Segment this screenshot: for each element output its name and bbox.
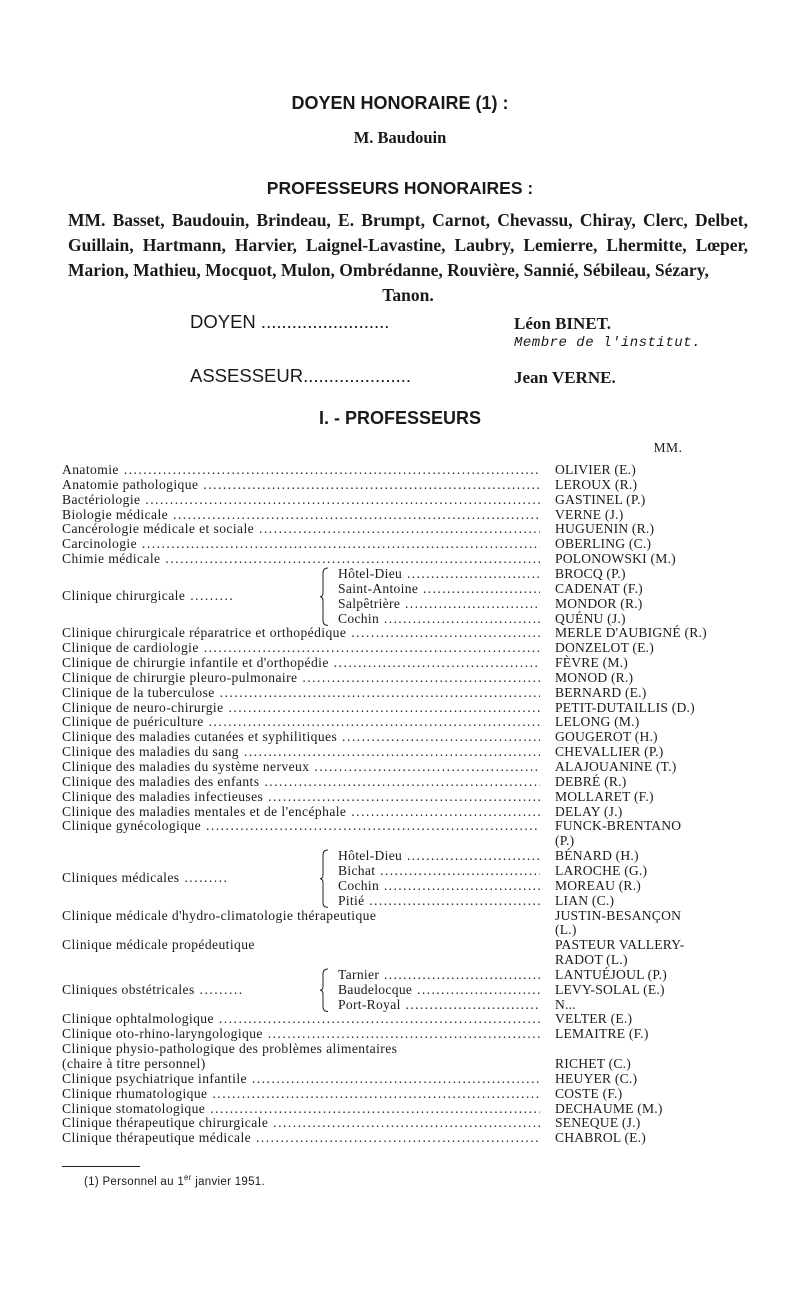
table-row (62, 789, 752, 804)
table-row (62, 1101, 752, 1116)
row-name: BROCQ (P.) (555, 565, 626, 581)
row-name: LELONG (M.) (555, 714, 640, 730)
row-name: LIAN (C.) (555, 892, 615, 908)
row-name: MONDOR (R.) (555, 595, 643, 611)
table-row (62, 685, 752, 700)
row-name: DONZELOT (E.) (555, 640, 654, 656)
row-name: MOLLARET (F.) (555, 788, 654, 804)
row-name: FUNCK-BRENTANO (555, 818, 682, 834)
assesseur-label: ASSESSEUR..................... (190, 365, 412, 386)
row-name: ALAJOUANINE (T.) (555, 759, 677, 774)
row-name: HEUYER (C.) (555, 1070, 638, 1086)
row-name: GASTINEL (P.) (555, 491, 646, 507)
row-name: DEBRÉ (R.) (555, 773, 627, 789)
table-row (62, 521, 752, 536)
table-row (62, 700, 752, 715)
row-name: (L.) (555, 922, 577, 938)
table-row (62, 1115, 752, 1130)
row-name: CHEVALLIER (P.) (555, 744, 664, 760)
row-label: Clinique gynécologique ..... (62, 818, 540, 833)
row-label: Cancérologie médicale et sociale ..... (62, 521, 540, 536)
table-row (62, 566, 752, 581)
row-name: LEMAITRE (F.) (555, 1026, 649, 1042)
row-label: Clinique de chirurgie pleuro-pulmonaire ..... (62, 670, 540, 685)
row-label: Clinique de la tuberculose ..... (62, 685, 540, 700)
professeurs-honoraires-title: PROFESSEURS HONORAIRES : (266, 178, 534, 198)
row-name: RICHET (C.) (555, 1056, 631, 1071)
footnote (84, 1173, 265, 1188)
row-label: Chimie médicale ..... (62, 551, 540, 566)
table-row (62, 937, 752, 952)
doyen-honoraire-name: M. Baudouin (353, 128, 447, 147)
row-label: Clinique de cardiologie ..... (62, 640, 540, 655)
row-name: MERLE D'AUBIGNÉ (R.) (555, 625, 707, 641)
row-label: Clinique de neuro-chirurgie ..... (62, 700, 540, 715)
row-name: CADENAT (F.) (555, 580, 643, 596)
row-label: Clinique psychiatrique infantile ..... (62, 1071, 540, 1086)
row-label: Clinique oto-rhino-laryngologique ..... (62, 1026, 540, 1041)
row-name: BERNARD (E.) (555, 684, 647, 700)
row-name: SENEQUE (J.) (555, 1115, 641, 1131)
doyen-name: Léon BINET. (514, 314, 611, 333)
row-label: Clinique médicale propédeutique (62, 937, 255, 953)
row-name: LANTUÉJOUL (P.) (555, 966, 667, 982)
table-row (62, 611, 752, 626)
group-label: Clinique chirurgicale ..... (62, 588, 234, 604)
row-name: MONOD (R.) (555, 669, 634, 685)
table-row (62, 462, 752, 477)
mm-header: MM. (653, 440, 683, 455)
row-name: POLONOWSKI (M.) (555, 551, 676, 567)
row-label: Carcinologie ..... (62, 536, 540, 551)
table-row (62, 625, 752, 640)
row-name: OBERLING (C.) (555, 536, 652, 552)
row-name: GOUGEROT (H.) (555, 729, 658, 745)
row-label: (chaire à titre personnel) (62, 1056, 206, 1071)
row-name: VELTER (E.) (555, 1011, 633, 1027)
table-row (62, 804, 752, 819)
row-name: DELAY (J.) (555, 803, 623, 819)
section-title: I. - PROFESSEURS (318, 408, 482, 428)
row-sublabel: Cochin ..... (338, 878, 540, 893)
row-name: HUGUENIN (R.) (555, 521, 655, 537)
row-label: Biologie médicale ..... (62, 507, 540, 522)
table-row (62, 908, 752, 923)
brace-icon (320, 968, 330, 1013)
table-row (62, 759, 752, 774)
doyen-label: DOYEN ......................... (190, 311, 390, 332)
row-name: COSTE (F.) (555, 1085, 623, 1101)
table-row (62, 967, 752, 982)
row-name: CHABROL (E.) (555, 1130, 647, 1146)
row-name: DECHAUME (M.) (555, 1100, 663, 1116)
table-row (62, 848, 752, 863)
row-label: Clinique rhumatologique ..... (62, 1086, 540, 1101)
table-row (62, 744, 752, 759)
table-row (62, 492, 752, 507)
table-row (62, 1056, 752, 1071)
row-sublabel: Tarnier ..... (338, 967, 540, 982)
table-row (62, 774, 752, 789)
row-name: QUÉNU (J.) (555, 610, 626, 626)
row-label: Clinique des maladies du système nerveux ..... (62, 759, 540, 774)
row-label: Clinique médicale d'hydro-climatologie thérapeutique (62, 907, 377, 923)
table-row (62, 729, 752, 744)
row-sublabel: Baudelocque ..... (338, 982, 540, 997)
footnote-text: (1) Personnel au 1 (84, 1175, 185, 1188)
table-row (62, 922, 752, 937)
row-name: N... (555, 996, 576, 1012)
table-row (62, 1086, 752, 1101)
row-label: Clinique thérapeutique chirurgicale ..... (62, 1115, 540, 1130)
row-label: Anatomie ..... (62, 462, 540, 477)
table-row (62, 714, 752, 729)
table-row (62, 997, 752, 1012)
brace-icon (320, 567, 330, 626)
table-row (62, 670, 752, 685)
row-sublabel: Pitié ..... (338, 893, 540, 908)
table-row (62, 1011, 752, 1026)
assesseur-name: Jean VERNE. (514, 368, 616, 387)
row-label: Clinique des maladies cutanées et syphilitiques ..... (62, 729, 540, 744)
table-row (62, 477, 752, 492)
table-row (62, 640, 752, 655)
table-row (62, 893, 752, 908)
row-name: VERNE (J.) (555, 506, 624, 522)
professeurs-honoraires-last: Tanon. (382, 285, 434, 305)
doyen-note: Membre de l'institut. (514, 335, 701, 351)
row-name: PASTEUR VALLERY- (555, 937, 685, 953)
table-row (62, 952, 752, 967)
brace-icon (320, 849, 330, 908)
row-label: Clinique des maladies des enfants ..... (62, 774, 540, 789)
footnote-text-end: janvier 1951. (191, 1175, 265, 1188)
row-sublabel: Hôtel-Dieu ..... (338, 848, 540, 863)
row-sublabel: Hôtel-Dieu ..... (338, 566, 540, 581)
row-label: Clinique physio-pathologique des problèmes alimentaires (62, 1041, 398, 1057)
footnote-rule (62, 1166, 140, 1167)
professeurs-honoraires-body: MM. Basset, Baudouin, Brindeau, E. Brumpt, Carnot, Chevassu, Chiray, Clerc, Delbet, Guillain, Hartmann, Harvier, Laignel-Lavastine, Laubry, Lemierre, Lhermitte, Lœper, Marion, Mathieu, Mocquot, Mulon, Ombrédanne, Rouvière, Sannié, Sébileau, Sézary, (68, 210, 748, 280)
doyen-honoraire-title: DOYEN HONORAIRE (1) : (291, 93, 509, 113)
row-label: Clinique thérapeutique médicale ..... (62, 1130, 540, 1145)
table-row (62, 1130, 752, 1145)
row-label: Bactériologie ..... (62, 492, 540, 507)
row-name: BÉNARD (H.) (555, 848, 639, 864)
row-name: MOREAU (R.) (555, 877, 642, 893)
row-sublabel: Cochin ..... (338, 611, 540, 626)
row-name: LEVY-SOLAL (E.) (555, 981, 665, 997)
table-row (62, 1026, 752, 1041)
table-row (62, 1041, 752, 1056)
footnote-sup: er (184, 1173, 192, 1182)
row-name: FÈVRE (M.) (555, 655, 628, 671)
row-label: Clinique des maladies mentales et de l'encéphale ..... (62, 804, 540, 819)
group-label: Cliniques obstétricales ..... (62, 982, 244, 998)
row-name: LEROUX (R.) (555, 476, 638, 492)
table-row (62, 655, 752, 670)
row-name: JUSTIN-BESANÇON (555, 907, 682, 923)
row-label: Clinique de chirurgie infantile et d'orthopédie ..... (62, 655, 540, 670)
table-row (62, 818, 752, 833)
row-label: Clinique stomatologique ..... (62, 1101, 540, 1116)
group-label: Cliniques médicales ..... (62, 870, 228, 886)
table-row (62, 507, 752, 522)
row-label: Clinique de puériculture ..... (62, 714, 540, 729)
table-row (62, 536, 752, 551)
table-row (62, 551, 752, 566)
row-label: Clinique des maladies du sang ..... (62, 744, 540, 759)
table-row (62, 1071, 752, 1086)
row-label: Clinique ophtalmologique ..... (62, 1011, 540, 1026)
row-label: Clinique chirurgicale réparatrice et orthopédique ..... (62, 625, 540, 640)
row-sublabel: Bichat ..... (338, 863, 540, 878)
row-name: RADOT (L.) (555, 952, 628, 968)
row-sublabel: Saint-Antoine ..... (338, 581, 540, 596)
row-label: Clinique des maladies infectieuses ..... (62, 789, 540, 804)
row-label: Anatomie pathologique ..... (62, 477, 540, 492)
row-name: (P.) (555, 833, 575, 849)
row-sublabel: Port-Royal ..... (338, 997, 540, 1012)
table-row (62, 833, 752, 848)
professeurs-honoraires-list (68, 208, 748, 308)
row-name: OLIVIER (E.) (555, 462, 636, 477)
row-sublabel: Salpêtrière ..... (338, 596, 540, 611)
row-name: PETIT-DUTAILLIS (D.) (555, 699, 695, 715)
row-name: LAROCHE (G.) (555, 862, 648, 878)
